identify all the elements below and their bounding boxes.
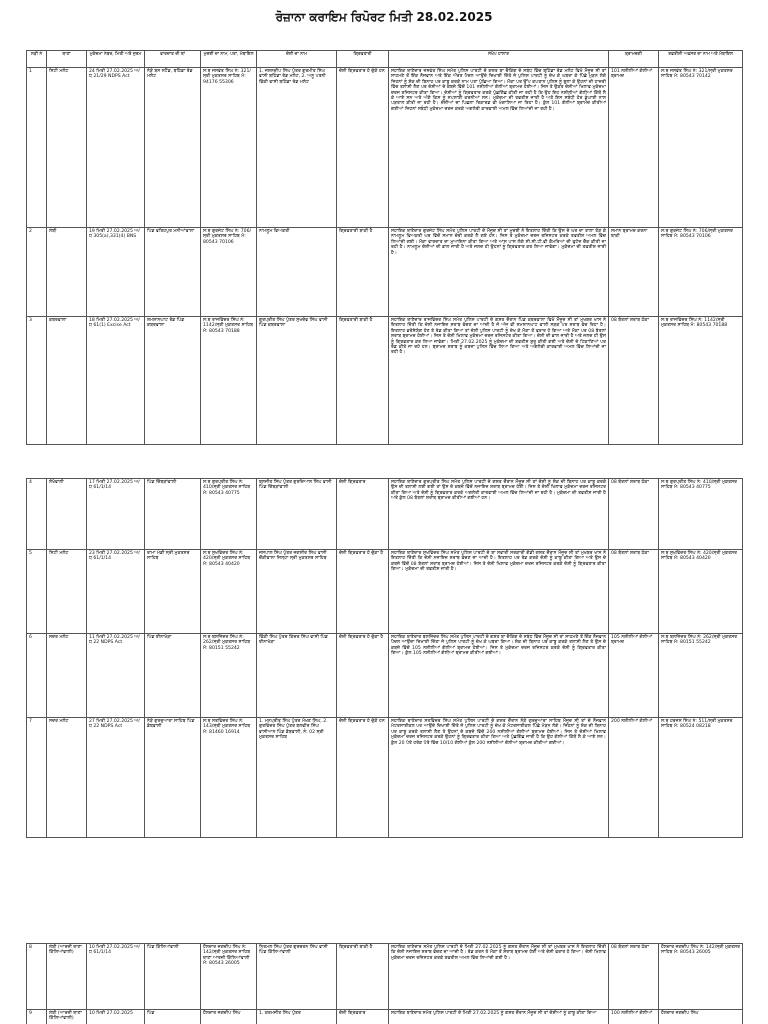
cell-accused: ਨਿਰਮਲ ਸਿੰਘ ਪੁੱਤਰ ਗੁਰਚਰਨ ਸਿੰਘ ਵਾਸੀ ਪਿੰਡ ਕਿੱਲਿਆਂਵਾਲੀ: [257, 944, 337, 1010]
cell-narrative: ਸਹਾਇਕ ਥਾਣੇਦਾਰ ਸਤਵਿੰਦਰ ਸਿੰਘ ਸਮੇਤ ਪੁਲਿਸ ਪਾਰਟੀ ਦੇ ਗਸ਼ਤ ਦੌਰਾਨ ਨੇੜੇ ਗੁਰਦੁਆਰਾ ਸਾਹਿਬ ਮੌਜੂਦ ਸੀ ਤਾਂ ਦੋ ਨੌਜਵਾਨ ਮੋਟਰਸਾਈਕਲ ਪਰ ਆਉਂਦੇ ਦਿਖਾਈ ਦਿੱਤੇ ਜੋ ਪੁਲਿਸ ਪਾਰਟੀ ਨੂੰ ਦੇਖ ਕੇ ਮੋਟਰਸਾਈਕਲ ਪਿੱਛੇ ਮੋੜਨ ਲੱਗੇ। ਜਿਹਨਾਂ ਨੂੰ ਸ਼ੱਕ ਦੀ ਬਿਨਾਹ ਪਰ ਕਾਬੂ ਕਰਕੇ ਤਲਾਸ਼ੀ ਲੈਣ ਤੇ ਉਹਨਾਂ ਦੇ ਕਬਜ਼ੇ ਵਿੱਚੋਂ 200 ਨਸ਼ੀਲੀਆਂ ਗੋਲੀਆਂ ਬ੍ਰਾਮਦ ਹੋਈਆਂ। ਜਿਸ ਤੇ ਦੋਸ਼ੀਆਂ ਖਿਲਾਫ ਮੁਕੱਦਮਾ ਦਰਜ ਰਜਿਸਟਰ ਕਰਕੇ ਉਹਨਾਂ ਨੂੰ ਗ੍ਰਿਫਤਾਰ ਕੀਤਾ ਗਿਆ ਅਤੇ ਪੁੱਛਗਿੱਛ ਜਾਰੀ ਹੈ ਕਿ ਉਹ ਗੋਲੀਆਂ ਕਿੱਥੋਂ ਲੈ ਕੇ ਆਏ ਸਨ। ਕੁੱਲ 20 ਪੱਤੇ ਹਰੇਕ ਪੱਤੇ ਵਿੱਚ 10/10 ਗੋਲੀਆਂ ਕੁੱਲ 200 ਨਸ਼ੀਲੀਆਂ ਗੋਲੀਆਂ ਬ੍ਰਾਮਦ ਕੀਤੀਆਂ ਗਈਆਂ।: [389, 718, 609, 838]
table-row: [27, 228, 743, 317]
col-header: ਸੰਖੇਪ ਹਾਲਾਤ: [389, 51, 609, 68]
cell-arrest: ਦੋਸ਼ੀ ਗ੍ਰਿਫਤਾਰ ਹੋ ਚੁੱਕੇ ਹਨ: [337, 718, 389, 838]
cell-io: ਸ:ਥ ਹਰਜਸ ਸਿੰਘ ਨੰ: 511/ਸ੍ਰੀ ਮੁਕਤਸਰ ਸਾਹਿਬ ਮੋ: 80524 08218: [659, 718, 743, 838]
cell-complainant: ਸ:ਥ ਜਸਵੰਤ ਸਿੰਘ ਨੰ: 321/ਸ੍ਰੀ ਮੁਕਤਸਰ ਸਾਹਿਬ ਮੋ: 94176 55306: [201, 68, 257, 228]
cell-accused: ਵਿੱਕੀ ਸਿੰਘ ਪੁੱਤਰ ਕਿੰਦਰ ਸਿੰਘ ਵਾਸੀ ਪਿੰਡ ਈਨਾਖੇੜਾ: [257, 634, 337, 718]
cell-place: ਰਾਮਾ ਮੰਡੀ ਸ੍ਰੀ ਮੁਕਤਸਰ ਸਾਹਿਬ: [145, 550, 201, 634]
cell-sr: 3: [27, 317, 47, 445]
cell-fir: 18 ਮਿਤੀ 27.02.2025 ਅ/ਧ 61(1) Excise Act: [87, 317, 145, 445]
cell-complainant: ਸ:ਥ ਗੁਰਜੰਟ ਸਿੰਘ ਨੰ: 706/ਸ੍ਰੀ ਮੁਕਤਸਰ ਸਾਹਿਬ ਮੋ: 80543 70106: [201, 228, 257, 317]
cell-io: ਹੌਲਦਾਰ ਜਗਦੀਪ ਸਿੰਘ: [659, 1010, 743, 1024]
table-row: [27, 718, 743, 838]
cell-narrative: ਸਹਾਇਕ ਥਾਣੇਦਾਰ ਸਮੇਤ ਪੁਲਿਸ ਪਾਰਟੀ ਦੇ ਮਿਤੀ 27.02.2025 ਨੂੰ ਗਸ਼ਤ ਦੌਰਾਨ ਮੌਜੂਦ ਸੀ ਤਾਂ ਮੁਖਬਰ ਖਾਸ ਨੇ ਇਤਲਾਹ ਦਿੱਤੀ ਕਿ ਦੋਸ਼ੀ ਨਜਾਇਜ਼ ਸ਼ਰਾਬ ਵੇਚਣ ਦਾ ਆਦੀ ਹੈ। ਰੇਡ ਕਰਨ ਤੇ ਮੌਕਾ ਤੋਂ ਸ਼ਰਾਬ ਬ੍ਰਾਮਦ ਹੋਈ ਅਤੇ ਦੋਸ਼ੀ ਫਰਾਰ ਹੋ ਗਿਆ। ਦੋਸ਼ੀ ਖਿਲਾਫ ਮੁਕੱਦਮਾ ਦਰਜ ਰਜਿਸਟਰ ਕਰਕੇ ਤਫਤੀਸ਼ ਅਮਲ ਵਿੱਚ ਲਿਆਂਦੀ ਗਈ ਹੈ।: [389, 944, 609, 1010]
cell-arrest: ਦੋਸ਼ੀ ਗ੍ਰਿਫਤਾਰ: [337, 1010, 389, 1024]
cell-arrest: ਦੋਸ਼ੀ ਗ੍ਰਿਫਤਾਰ ਹੋ ਚੁੱਕਾ ਹੈ: [337, 550, 389, 634]
cell-fir: 23 ਮਿਤੀ 27.02.2025 ਅ/ਧ 61/1/14: [87, 550, 145, 634]
cell-place: ਸ਼ਮਸ਼ਾਨਘਾਟ ਰੋਡ ਪਿੰਡ ਕਬਰਵਾਲਾ: [145, 317, 201, 445]
cell-recovery: 200 ਨਸ਼ੀਲੀਆਂ ਗੋਲੀਆਂ: [609, 718, 659, 838]
cell-complainant: ਹੌਲਦਾਰ ਜਗਦੀਪ ਸਿੰਘ ਨੰ: 142/ਸ੍ਰੀ ਮੁਕਤਸਰ ਸਾਹਿਬ ਥਾਣਾ ਆਰਜ਼ੀ ਕਿੱਲਿਆਂਵਾਲੀ ਮੋ: 80543 26005: [201, 944, 257, 1010]
cell-complainant: ਸ:ਥ ਸੁਖਵਿੰਦਰ ਸਿੰਘ ਨੰ: 420/ਸ੍ਰੀ ਮੁਕਤਸਰ ਸਾਹਿਬ ਮੋ: 80543 40420: [201, 550, 257, 634]
cell-place: ਪਿੰਡ ਫਤਿਹਪੁਰ ਮਨੀਆਂਵਾਲਾ: [145, 228, 201, 317]
cell-narrative: ਸਹਾਇਕ ਥਾਣੇਦਾਰ ਸਮੇਤ ਪੁਲਿਸ ਪਾਰਟੀ ਦੇ ਮਿਤੀ 27.02.2025 ਨੂੰ ਗਸ਼ਤ ਦੌਰਾਨ ਮੌਜੂਦ ਸੀ ਤਾਂ ਦੋਸ਼ੀਆਂ ਨੂੰ ਕਾਬੂ ਕੀਤਾ ਗਿਆ: [389, 1010, 609, 1024]
cell-fir: 24 ਮਿਤੀ 27.02.2025 ਅ/ਧ 21/29 NDPS Act: [87, 68, 145, 228]
col-header: ਵਾਰਦਾਤ ਦੀ ਥਾਂ: [145, 51, 201, 68]
cell-accused: ਬਲਜੀਤ ਸਿੰਘ ਪੁੱਤਰ ਗੁਰਦਿਆਲ ਸਿੰਘ ਵਾਸੀ ਪਿੰਡ ਚਿੱਬੜਾਂਵਾਲੀ: [257, 479, 337, 550]
cell-sr: 5: [27, 550, 47, 634]
cell-narrative: ਸਹਾਇਕ ਥਾਣੇਦਾਰ ਗੁਰਜੰਟ ਸਿੰਘ ਸਮੇਤ ਪੁਲਿਸ ਪਾਰਟੀ ਦੇ ਮੌਜੂਦ ਸੀ ਤਾਂ ਮੁਦਈ ਨੇ ਇਤਲਾਹ ਦਿੱਤੀ ਕਿ ਉਸ ਦੇ ਘਰ ਦਾ ਤਾਲਾ ਤੋੜ ਕੇ ਨਾਮਲੂਮ ਵਿਅਕਤੀ ਘਰ ਵਿੱਚੋਂ ਸਮਾਨ ਚੋਰੀ ਕਰਕੇ ਲੈ ਗਏ ਹਨ। ਜਿਸ ਤੇ ਮੁਕੱਦਮਾ ਦਰਜ ਰਜਿਸਟਰ ਕਰਕੇ ਤਫਤੀਸ਼ ਅਮਲ ਵਿੱਚ ਲਿਆਂਦੀ ਗਈ। ਮੌਕਾ ਵਾਰਦਾਤ ਦਾ ਮੁਆਇਨਾ ਕੀਤਾ ਗਿਆ ਅਤੇ ਆਸ ਪਾਸ ਲੱਗੇ ਸੀ.ਸੀ.ਟੀ.ਵੀ ਕੈਮਰਿਆਂ ਦੀ ਫੁਟੇਜ ਚੈੱਕ ਕੀਤੀ ਜਾ ਰਹੀ ਹੈ। ਨਾਮਲੂਮ ਦੋਸ਼ੀਆਂ ਦੀ ਭਾਲ ਜਾਰੀ ਹੈ ਅਤੇ ਜਲਦ ਹੀ ਉਹਨਾਂ ਨੂੰ ਗ੍ਰਿਫਤਾਰ ਕਰ ਲਿਆ ਜਾਵੇਗਾ। ਮੁਕੱਦਮਾ ਦੀ ਤਫਤੀਸ਼ ਜਾਰੀ ਹੈ।: [389, 228, 609, 317]
cell-io: ਹੌਲਦਾਰ ਜਗਦੀਪ ਸਿੰਘ ਨੰ: 142/ਸ੍ਰੀ ਮੁਕਤਸਰ ਸਾਹਿਬ ਮੋ: 80543 26005: [659, 944, 743, 1010]
cell-io: ਸ:ਥ ਗੁਰਪ੍ਰੀਤ ਸਿੰਘ ਨੰ: 410/ਸ੍ਰੀ ਮੁਕਤਸਰ ਸਾਹਿਬ ਮੋ: 80543 40775: [659, 479, 743, 550]
cell-place: ਪਿੰਡ ਚਿੱਬੜਾਂਵਾਲੀ: [145, 479, 201, 550]
cell-recovery: 101 ਨਸ਼ੀਲੀਆਂ ਗੋਲੀਆਂ ਬ੍ਰਾਮਦ: [609, 68, 659, 228]
cell-accused: 1. ਜਸ਼ਨਦੀਪ ਸਿੰਘ ਪੁੱਤਰ ਗੁਰਮੀਤ ਸਿੰਘ ਵਾਸੀ ਬਠਿੰਡਾ ਰੋਡ ਮਲੋਟ, 2. ਅਨੂ ਪਤਨੀ ਵਿੱਕੀ ਵਾਸੀ ਬਠਿੰਡਾ ਰੋਡ ਮਲੋਟ: [257, 68, 337, 228]
cell-complainant: ਸ:ਥ ਸਤਵਿੰਦਰ ਸਿੰਘ ਨੰ: 143/ਸ੍ਰੀ ਮੁਕਤਸਰ ਸਾਹਿਬ ਮੋ: 81460 16914: [201, 718, 257, 838]
col-header: ਮੁਕੱਦਮਾ ਨੰਬਰ, ਮਿਤੀ ਅਤੇ ਜੁਰਮ: [87, 51, 145, 68]
page-3-clip: [0, 943, 768, 1024]
cell-complainant: ਹੌਲਦਾਰ ਜਗਦੀਪ ਸਿੰਘ: [201, 1010, 257, 1024]
cell-io: ਸ:ਥ ਜਸਵੰਤ ਸਿੰਘ ਨੰ: 321/ਸ੍ਰੀ ਮੁਕਤਸਰ ਸਾਹਿਬ ਮੋ: 80543 70142: [659, 68, 743, 228]
cell-arrest: ਗ੍ਰਿਫਤਾਰੀ ਬਾਕੀ ਹੈ: [337, 317, 389, 445]
cell-narrative: ਸਹਾਇਕ ਥਾਣੇਦਾਰ ਸੁਖਵਿੰਦਰ ਸਿੰਘ ਸਮੇਤ ਪੁਲਿਸ ਪਾਰਟੀ ਦੇ ਬਾ ਸਵਾਰੀ ਸਰਕਾਰੀ ਗੱਡੀ ਗਸ਼ਤ ਦੌਰਾਨ ਮੌਜੂਦ ਸੀ ਤਾਂ ਮੁਖਬਰ ਖਾਸ ਨੇ ਇਤਲਾਹ ਦਿੱਤੀ ਕਿ ਦੋਸ਼ੀ ਨਜਾਇਜ਼ ਸ਼ਰਾਬ ਵੇਚਣ ਦਾ ਆਦੀ ਹੈ। ਇਤਲਾਹ ਪਰ ਰੇਡ ਕਰਕੇ ਦੋਸ਼ੀ ਨੂੰ ਕਾਬੂ ਕੀਤਾ ਗਿਆ ਅਤੇ ਉਸ ਦੇ ਕਬਜ਼ੇ ਵਿੱਚੋਂ 08 ਬੋਤਲਾਂ ਸ਼ਰਾਬ ਬ੍ਰਾਮਦ ਹੋਈਆਂ। ਜਿਸ ਤੇ ਦੋਸ਼ੀ ਖਿਲਾਫ ਮੁਕੱਦਮਾ ਦਰਜ ਰਜਿਸਟਰ ਕਰਕੇ ਦੋਸ਼ੀ ਨੂੰ ਗ੍ਰਿਫਤਾਰ ਕੀਤਾ ਗਿਆ। ਮੁਕੱਦਮਾ ਦੀ ਤਫਤੀਸ਼ ਜਾਰੀ ਹੈ।: [389, 550, 609, 634]
cell-io: ਸ:ਥ ਰਾਜਵਿੰਦਰ ਸਿੰਘ ਨੰ: 1142/ਸ੍ਰੀ ਮੁਕਤਸਰ ਸਾਹਿਬ ਮੋ: 80543 70188: [659, 317, 743, 445]
cell-fir: 19 ਮਿਤੀ 27.02.2025 ਅ/ਧ 305(a),331(4) BNS: [87, 228, 145, 317]
table-row: [27, 1010, 743, 1024]
cell-fir: 10 ਮਿਤੀ 27.02.2025 ਅ/ਧ 61/1/14: [87, 944, 145, 1010]
cell-sr: 8: [27, 944, 47, 1010]
cell-recovery: 100 ਨਸ਼ੀਲੀਆਂ ਗੋਲੀਆਂ: [609, 1010, 659, 1024]
cell-io: ਸ:ਥ ਗੁਰਜੰਟ ਸਿੰਘ ਨੰ: 706/ਸ੍ਰੀ ਮੁਕਤਸਰ ਸਾਹਿਬ ਮੋ: 80543 70106: [659, 228, 743, 317]
col-header: ਲੜੀ ਨੰ: [27, 51, 47, 68]
col-header: ਤਫਤੀਸ਼ੀ ਅਫਸਰ ਦਾ ਨਾਮ ਅਤੇ ਮੋਬਾਇਲ: [659, 51, 743, 68]
cell-sr: 7: [27, 718, 47, 838]
cell-fir: 11 ਮਿਤੀ 27.02.2025 ਅ/ਧ 22 NDPS Act: [87, 634, 145, 718]
cell-place: ਪਿੰਡ ਈਨਾਖੇੜਾ: [145, 634, 201, 718]
table-row: [27, 68, 743, 228]
cell-recovery: 105 ਨਸ਼ੀਲੀਆਂ ਗੋਲੀਆਂ ਬ੍ਰਾਮਦ: [609, 634, 659, 718]
cell-accused: 1. ਮਨਪ੍ਰੀਤ ਸਿੰਘ ਪੁੱਤਰ ਮੱਖਣ ਸਿੰਘ, 2. ਗੁਰਵਿੰਦਰ ਸਿੰਘ ਪੁੱਤਰ ਬਲਵੀਰ ਸਿੰਘ ਵਾਸੀਆਨ ਪਿੰਡ ਡੱਬਵਾਲੀ, ਨੰ: 02 ਸ੍ਰੀ ਮੁਕਤਸਰ ਸਾਹਿਬ: [257, 718, 337, 838]
cell-accused: ਗੁਰਪ੍ਰੀਤ ਸਿੰਘ ਪੁੱਤਰ ਸੁਖਦੇਵ ਸਿੰਘ ਵਾਸੀ ਪਿੰਡ ਕਬਰਵਾਲਾ: [257, 317, 337, 445]
cell-station: ਸਦਰ ਮਲੋਟ: [47, 634, 87, 718]
cell-fir: 10 ਮਿਤੀ 27.02.2025: [87, 1010, 145, 1024]
cell-place: ਨੇੜੇ ਗੁਰਦੁਆਰਾ ਸਾਹਿਬ ਪਿੰਡ ਡੱਬਵਾਲੀ: [145, 718, 201, 838]
cell-station: ਲੰਬੀ (ਆਰਜ਼ੀ ਥਾਣਾ ਕਿੱਲਿਆਂਵਾਲੀ): [47, 944, 87, 1010]
table-row: [27, 634, 743, 718]
table-row: [27, 479, 743, 550]
col-header: ਦੋਸ਼ੀ ਦਾ ਨਾਮ: [257, 51, 337, 68]
crime-report-table-page-2: [26, 478, 743, 838]
col-header: ਮੁਦਈ ਦਾ ਨਾਮ, ਪਤਾ, ਮੋਬਾਇਲ: [201, 51, 257, 68]
table-row: [27, 550, 743, 634]
cell-accused: 1. ਕਰਮਜੀਤ ਸਿੰਘ ਪੁੱਤਰ: [257, 1010, 337, 1024]
cell-arrest: ਦੋਸ਼ੀ ਗ੍ਰਿਫਤਾਰ: [337, 479, 389, 550]
cell-fir: 17 ਮਿਤੀ 27.02.2025 ਅ/ਧ 61/1/14: [87, 479, 145, 550]
cell-recovery: 08 ਬੋਤਲਾਂ ਸ਼ਰਾਬ ਠੇਕਾ: [609, 479, 659, 550]
cell-complainant: ਸ:ਥ ਬਲਜਿੰਦਰ ਸਿੰਘ ਨੰ: 262/ਸ੍ਰੀ ਮੁਕਤਸਰ ਸਾਹਿਬ ਮੋ: 80151 55242: [201, 634, 257, 718]
cell-arrest: ਦੋਸ਼ੀ ਗ੍ਰਿਫਤਾਰ ਹੋ ਚੁੱਕੇ ਹਨ: [337, 68, 389, 228]
cell-sr: 6: [27, 634, 47, 718]
cell-station: ਲੰਬੀ (ਆਰਜ਼ੀ ਥਾਣਾ ਕਿੱਲਿਆਂਵਾਲੀ): [47, 1010, 87, 1024]
table-row: [27, 317, 743, 445]
cell-recovery: 08 ਬੋਤਲਾਂ ਸ਼ਰਾਬ ਠੇਕਾ: [609, 944, 659, 1010]
cell-sr: 1: [27, 68, 47, 228]
cell-place: ਨੇੜੇ ਬਸ ਸਟੈਂਡ, ਬਠਿੰਡਾ ਰੋਡ ਮਲੋਟ: [145, 68, 201, 228]
col-header: ਬ੍ਰਾਮਦਗੀ: [609, 51, 659, 68]
cell-fir: 27 ਮਿਤੀ 27.02.2025 ਅ/ਧ 22 NDPS Act: [87, 718, 145, 838]
cell-recovery: 08 ਬੋਤਲਾਂ ਸ਼ਰਾਬ ਠੇਕਾ: [609, 550, 659, 634]
cell-arrest: ਦੋਸ਼ੀ ਗ੍ਰਿਫਤਾਰ ਹੋ ਚੁੱਕਾ ਹੈ: [337, 634, 389, 718]
col-header: ਥਾਣਾ: [47, 51, 87, 68]
cell-sr: 9: [27, 1010, 47, 1024]
cell-sr: 4: [27, 479, 47, 550]
cell-arrest: ਗ੍ਰਿਫਤਾਰੀ ਬਾਕੀ ਹੈ: [337, 228, 389, 317]
cell-place: ਪਿੰਡ: [145, 1010, 201, 1024]
cell-complainant: ਸ:ਥ ਰਾਜਵਿੰਦਰ ਸਿੰਘ ਨੰ: 1142/ਸ੍ਰੀ ਮੁਕਤਸਰ ਸਾਹਿਬ ਮੋ: 80543 70188: [201, 317, 257, 445]
cell-station: ਸਿਟੀ ਮਲੋਟ: [47, 68, 87, 228]
cell-io: ਸ:ਥ ਬਲਜਿੰਦਰ ਸਿੰਘ ਨੰ: 262/ਸ੍ਰੀ ਮੁਕਤਸਰ ਸਾਹਿਬ ਮੋ: 80151 55242: [659, 634, 743, 718]
cell-io: ਸ:ਥ ਸੁਖਵਿੰਦਰ ਸਿੰਘ ਨੰ: 420/ਸ੍ਰੀ ਮੁਕਤਸਰ ਸਾਹਿਬ ਮੋ: 80543 40420: [659, 550, 743, 634]
cell-accused: ਜਸਪਾਲ ਸਿੰਘ ਪੁੱਤਰ ਜਗਸੀਰ ਸਿੰਘ ਵਾਸੀ ਚੌਂਕੀਵਾਲਾ ਜਿਲ੍ਹਾ ਸ੍ਰੀ ਮੁਕਤਸਰ ਸਾਹਿਬ: [257, 550, 337, 634]
cell-narrative: ਸਹਾਇਕ ਥਾਣੇਦਾਰ ਬਲਜਿੰਦਰ ਸਿੰਘ ਸਮੇਤ ਪੁਲਿਸ ਪਾਰਟੀ ਦੇ ਗਸ਼ਤ ਬਾ ਚੈਕਿੰਗ ਦੇ ਸਬੰਧ ਵਿੱਚ ਮੌਜੂਦ ਸੀ ਤਾਂ ਸਾਹਮਣੇ ਤੋਂ ਇੱਕ ਨੌਜਵਾਨ ਪੈਦਲ ਆਉਂਦਾ ਦਿਖਾਈ ਦਿੱਤਾ ਜੋ ਪੁਲਿਸ ਪਾਰਟੀ ਨੂੰ ਦੇਖ ਕੇ ਘਬਰਾ ਗਿਆ। ਸ਼ੱਕ ਦੀ ਬਿਨਾਹ ਪਰ ਕਾਬੂ ਕਰਕੇ ਤਲਾਸ਼ੀ ਲੈਣ ਤੇ ਉਸ ਦੇ ਕਬਜ਼ੇ ਵਿੱਚੋਂ 105 ਨਸ਼ੀਲੀਆਂ ਗੋਲੀਆਂ ਬ੍ਰਾਮਦ ਹੋਈਆਂ। ਜਿਸ ਤੇ ਮੁਕੱਦਮਾ ਦਰਜ ਰਜਿਸਟਰ ਕਰਕੇ ਦੋਸ਼ੀ ਨੂੰ ਗ੍ਰਿਫਤਾਰ ਕੀਤਾ ਗਿਆ। ਕੁੱਲ 105 ਨਸ਼ੀਲੀਆਂ ਗੋਲੀਆਂ ਬ੍ਰਾਮਦ ਕੀਤੀਆਂ ਗਈਆਂ।: [389, 634, 609, 718]
cell-station: ਕਬਰਵਾਲਾ: [47, 317, 87, 445]
cell-narrative: ਸਹਾਇਕ ਥਾਣੇਦਾਰ ਜਸਵੰਤ ਸਿੰਘ ਸਮੇਤ ਪੁਲਿਸ ਪਾਰਟੀ ਦੇ ਗਸ਼ਤ ਬਾ ਚੈਕਿੰਗ ਦੇ ਸਬੰਧ ਵਿੱਚ ਬਠਿੰਡਾ ਰੋਡ ਮਲੋਟ ਵਿਖੇ ਮੌਜੂਦ ਸੀ ਤਾਂ ਸਾਹਮਣੇ ਤੋਂ ਇੱਕ ਨੌਜਵਾਨ ਅਤੇ ਇੱਕ ਔਰਤ ਪੈਦਲ ਆਉਂਦੇ ਦਿਖਾਈ ਦਿੱਤੇ ਜੋ ਪੁਲਿਸ ਪਾਰਟੀ ਨੂੰ ਦੇਖ ਕੇ ਘਬਰਾ ਕੇ ਪਿੱਛੇ ਮੁੜਨ ਲੱਗੇ ਜਿਹਨਾਂ ਨੂੰ ਸ਼ੱਕ ਦੀ ਬਿਨਾਹ ਪਰ ਕਾਬੂ ਕਰਕੇ ਨਾਮ ਪਤਾ ਪੁੱਛਿਆ ਗਿਆ। ਮੌਕਾ ਪਰ ਉੱਪ ਕਪਤਾਨ ਪੁਲਿਸ ਨੂੰ ਬੁਲਾ ਕੇ ਉਹਨਾਂ ਦੀ ਹਾਜ਼ਰੀ ਵਿੱਚ ਤਲਾਸ਼ੀ ਲੈਣ ਪਰ ਦੋਸ਼ੀਆਂ ਦੇ ਕਬਜ਼ੇ ਵਿੱਚੋਂ 101 ਨਸ਼ੀਲੀਆਂ ਗੋਲੀਆਂ ਬ੍ਰਾਮਦ ਹੋਈਆਂ। ਜਿਸ ਤੇ ਉਕਤ ਦੋਸ਼ੀਆਂ ਖਿਲਾਫ ਮੁਕੱਦਮਾ ਦਰਜ ਰਜਿਸਟਰ ਕੀਤਾ ਗਿਆ। ਦੋਸ਼ੀਆਂ ਨੂੰ ਗ੍ਰਿਫਤਾਰ ਕਰਕੇ ਪੁੱਛਗਿੱਛ ਕੀਤੀ ਜਾ ਰਹੀ ਹੈ ਕਿ ਉਹ ਇਹ ਨਸ਼ੀਲੀਆਂ ਗੋਲੀਆਂ ਕਿੱਥੋਂ ਲੈ ਕੇ ਆਏ ਸਨ ਅਤੇ ਅੱਗੇ ਕਿਸ ਨੂੰ ਸਪਲਾਈ ਕਰਨੀਆਂ ਸਨ। ਮੁਕੱਦਮਾ ਦੀ ਤਫਤੀਸ਼ ਜਾਰੀ ਹੈ ਅਤੇ ਇਸ ਸਬੰਧੀ ਹੋਰ ਡੂੰਘਾਈ ਨਾਲ ਪੜਤਾਲ ਕੀਤੀ ਜਾ ਰਹੀ ਹੈ। ਦੋਸ਼ੀਆਂ ਦਾ ਪਿਛਲਾ ਰਿਕਾਰਡ ਵੀ ਖੰਗਾਲਿਆ ਜਾ ਰਿਹਾ ਹੈ। ਕੁੱਲ 101 ਗੋਲੀਆਂ ਬ੍ਰਾਮਦ ਕੀਤੀਆਂ ਗਈਆਂ ਜਿਹਨਾਂ ਸਬੰਧੀ ਮੁਕੱਦਮਾ ਦਰਜ ਕਰਕੇ ਅਗਲੇਰੀ ਕਾਰਵਾਈ ਅਮਲ ਵਿੱਚ ਲਿਆਂਦੀ ਜਾ ਰਹੀ ਹੈ।: [389, 68, 609, 228]
table-row: [27, 944, 743, 1010]
cell-narrative: ਸਹਾਇਕ ਥਾਣੇਦਾਰ ਗੁਰਪ੍ਰੀਤ ਸਿੰਘ ਸਮੇਤ ਪੁਲਿਸ ਪਾਰਟੀ ਦੇ ਗਸ਼ਤ ਦੌਰਾਨ ਮੌਜੂਦ ਸੀ ਤਾਂ ਦੋਸ਼ੀ ਨੂੰ ਸ਼ੱਕ ਦੀ ਬਿਨਾਹ ਪਰ ਕਾਬੂ ਕਰਕੇ ਉਸ ਦੀ ਤਲਾਸ਼ੀ ਲਈ ਗਈ ਤਾਂ ਉਸ ਦੇ ਕਬਜ਼ੇ ਵਿੱਚੋਂ ਨਜਾਇਜ਼ ਸ਼ਰਾਬ ਬ੍ਰਾਮਦ ਹੋਈ। ਜਿਸ ਤੇ ਦੋਸ਼ੀ ਖਿਲਾਫ ਮੁਕੱਦਮਾ ਦਰਜ ਰਜਿਸਟਰ ਕੀਤਾ ਗਿਆ ਅਤੇ ਦੋਸ਼ੀ ਨੂੰ ਗ੍ਰਿਫਤਾਰ ਕਰਕੇ ਅਗਲੇਰੀ ਕਾਰਵਾਈ ਅਮਲ ਵਿੱਚ ਲਿਆਂਦੀ ਜਾ ਰਹੀ ਹੈ। ਮੁਕੱਦਮਾ ਦੀ ਤਫਤੀਸ਼ ਜਾਰੀ ਹੈ ਅਤੇ ਕੁੱਲ 08 ਬੋਤਲਾਂ ਸ਼ਰਾਬ ਬ੍ਰਾਮਦ ਕੀਤੀਆਂ ਗਈਆਂ ਹਨ।: [389, 479, 609, 550]
cell-narrative: ਸਹਾਇਕ ਥਾਣੇਦਾਰ ਰਾਜਵਿੰਦਰ ਸਿੰਘ ਸਮੇਤ ਪੁਲਿਸ ਪਾਰਟੀ ਦੇ ਗਸ਼ਤ ਦੌਰਾਨ ਪਿੰਡ ਕਬਰਵਾਲਾ ਵਿਖੇ ਮੌਜੂਦ ਸੀ ਤਾਂ ਮੁਖਬਰ ਖਾਸ ਨੇ ਇਤਲਾਹ ਦਿੱਤੀ ਕਿ ਦੋਸ਼ੀ ਨਜਾਇਜ਼ ਸ਼ਰਾਬ ਵੇਚਣ ਦਾ ਆਦੀ ਹੈ ਜੋ ਅੱਜ ਵੀ ਸ਼ਮਸ਼ਾਨਘਾਟ ਵਾਲੀ ਸੜਕ ਪਰ ਸ਼ਰਾਬ ਵੇਚ ਰਿਹਾ ਹੈ। ਇਤਲਾਹ ਭਰੋਸੇਯੋਗ ਹੋਣ ਤੇ ਰੇਡ ਕੀਤਾ ਗਿਆ ਤਾਂ ਦੋਸ਼ੀ ਪੁਲਿਸ ਪਾਰਟੀ ਨੂੰ ਦੇਖ ਕੇ ਮੌਕਾ ਤੋਂ ਫਰਾਰ ਹੋ ਗਿਆ ਅਤੇ ਮੌਕਾ ਪਰ 08 ਬੋਤਲਾਂ ਸ਼ਰਾਬ ਬ੍ਰਾਮਦ ਹੋਈਆਂ। ਜਿਸ ਤੇ ਦੋਸ਼ੀ ਖਿਲਾਫ ਮੁਕੱਦਮਾ ਦਰਜ ਰਜਿਸਟਰ ਕੀਤਾ ਗਿਆ। ਦੋਸ਼ੀ ਦੀ ਭਾਲ ਜਾਰੀ ਹੈ ਅਤੇ ਜਲਦ ਹੀ ਉਸ ਨੂੰ ਗ੍ਰਿਫਤਾਰ ਕਰ ਲਿਆ ਜਾਵੇਗਾ। ਮਿਤੀ 27.02.2025 ਨੂੰ ਮੁਕੱਦਮਾ ਦੀ ਤਫਤੀਸ਼ ਸ਼ੁਰੂ ਕੀਤੀ ਗਈ ਅਤੇ ਦੋਸ਼ੀ ਦੇ ਟਿਕਾਣਿਆਂ ਪਰ ਰੇਡ ਕੀਤੇ ਜਾ ਰਹੇ ਹਨ। ਬ੍ਰਾਮਦ ਸ਼ਰਾਬ ਨੂੰ ਕਬਜ਼ਾ ਪੁਲਿਸ ਵਿੱਚ ਲਿਆ ਗਿਆ ਅਤੇ ਅਗਲੇਰੀ ਕਾਰਵਾਈ ਅਮਲ ਵਿੱਚ ਲਿਆਂਦੀ ਜਾ ਰਹੀ ਹੈ।: [389, 317, 609, 445]
cell-accused: ਨਾਮਲੂਮ ਵਿਅਕਤੀ: [257, 228, 337, 317]
cell-station: ਸਿਟੀ ਮਲੋਟ: [47, 550, 87, 634]
col-header: ਗ੍ਰਿਫਤਾਰੀ: [337, 51, 389, 68]
cell-place: ਪਿੰਡ ਕਿੱਲਿਆਂਵਾਲੀ: [145, 944, 201, 1010]
cell-arrest: ਗ੍ਰਿਫਤਾਰੀ ਬਾਕੀ ਹੈ: [337, 944, 389, 1010]
cell-recovery: ਸਮਾਨ ਬ੍ਰਾਮਦ ਕਰਨਾ ਬਾਕੀ: [609, 228, 659, 317]
crime-report-table-page-3: [26, 943, 743, 1024]
cell-recovery: 08 ਬੋਤਲਾਂ ਸ਼ਰਾਬ ਠੇਕਾ: [609, 317, 659, 445]
table-header-row: [27, 51, 743, 68]
page-title: ਰੋਜ਼ਾਨਾ ਕਰਾਇਮ ਰਿਪੋਰਟ ਮਿਤੀ 28.02.2025: [275, 10, 493, 24]
cell-sr: 2: [27, 228, 47, 317]
cell-complainant: ਸ:ਥ ਗੁਰਪ੍ਰੀਤ ਸਿੰਘ ਨੰ: 410/ਸ੍ਰੀ ਮੁਕਤਸਰ ਸਾਹਿਬ ਮੋ: 80543 40775: [201, 479, 257, 550]
cell-station: ਸਦਰ ਮਲੋਟ: [47, 718, 87, 838]
cell-station: ਲੰਬੀ: [47, 228, 87, 317]
crime-report-table-page-1: [26, 50, 743, 445]
cell-station: ਲੱਖੇਵਾਲੀ: [47, 479, 87, 550]
